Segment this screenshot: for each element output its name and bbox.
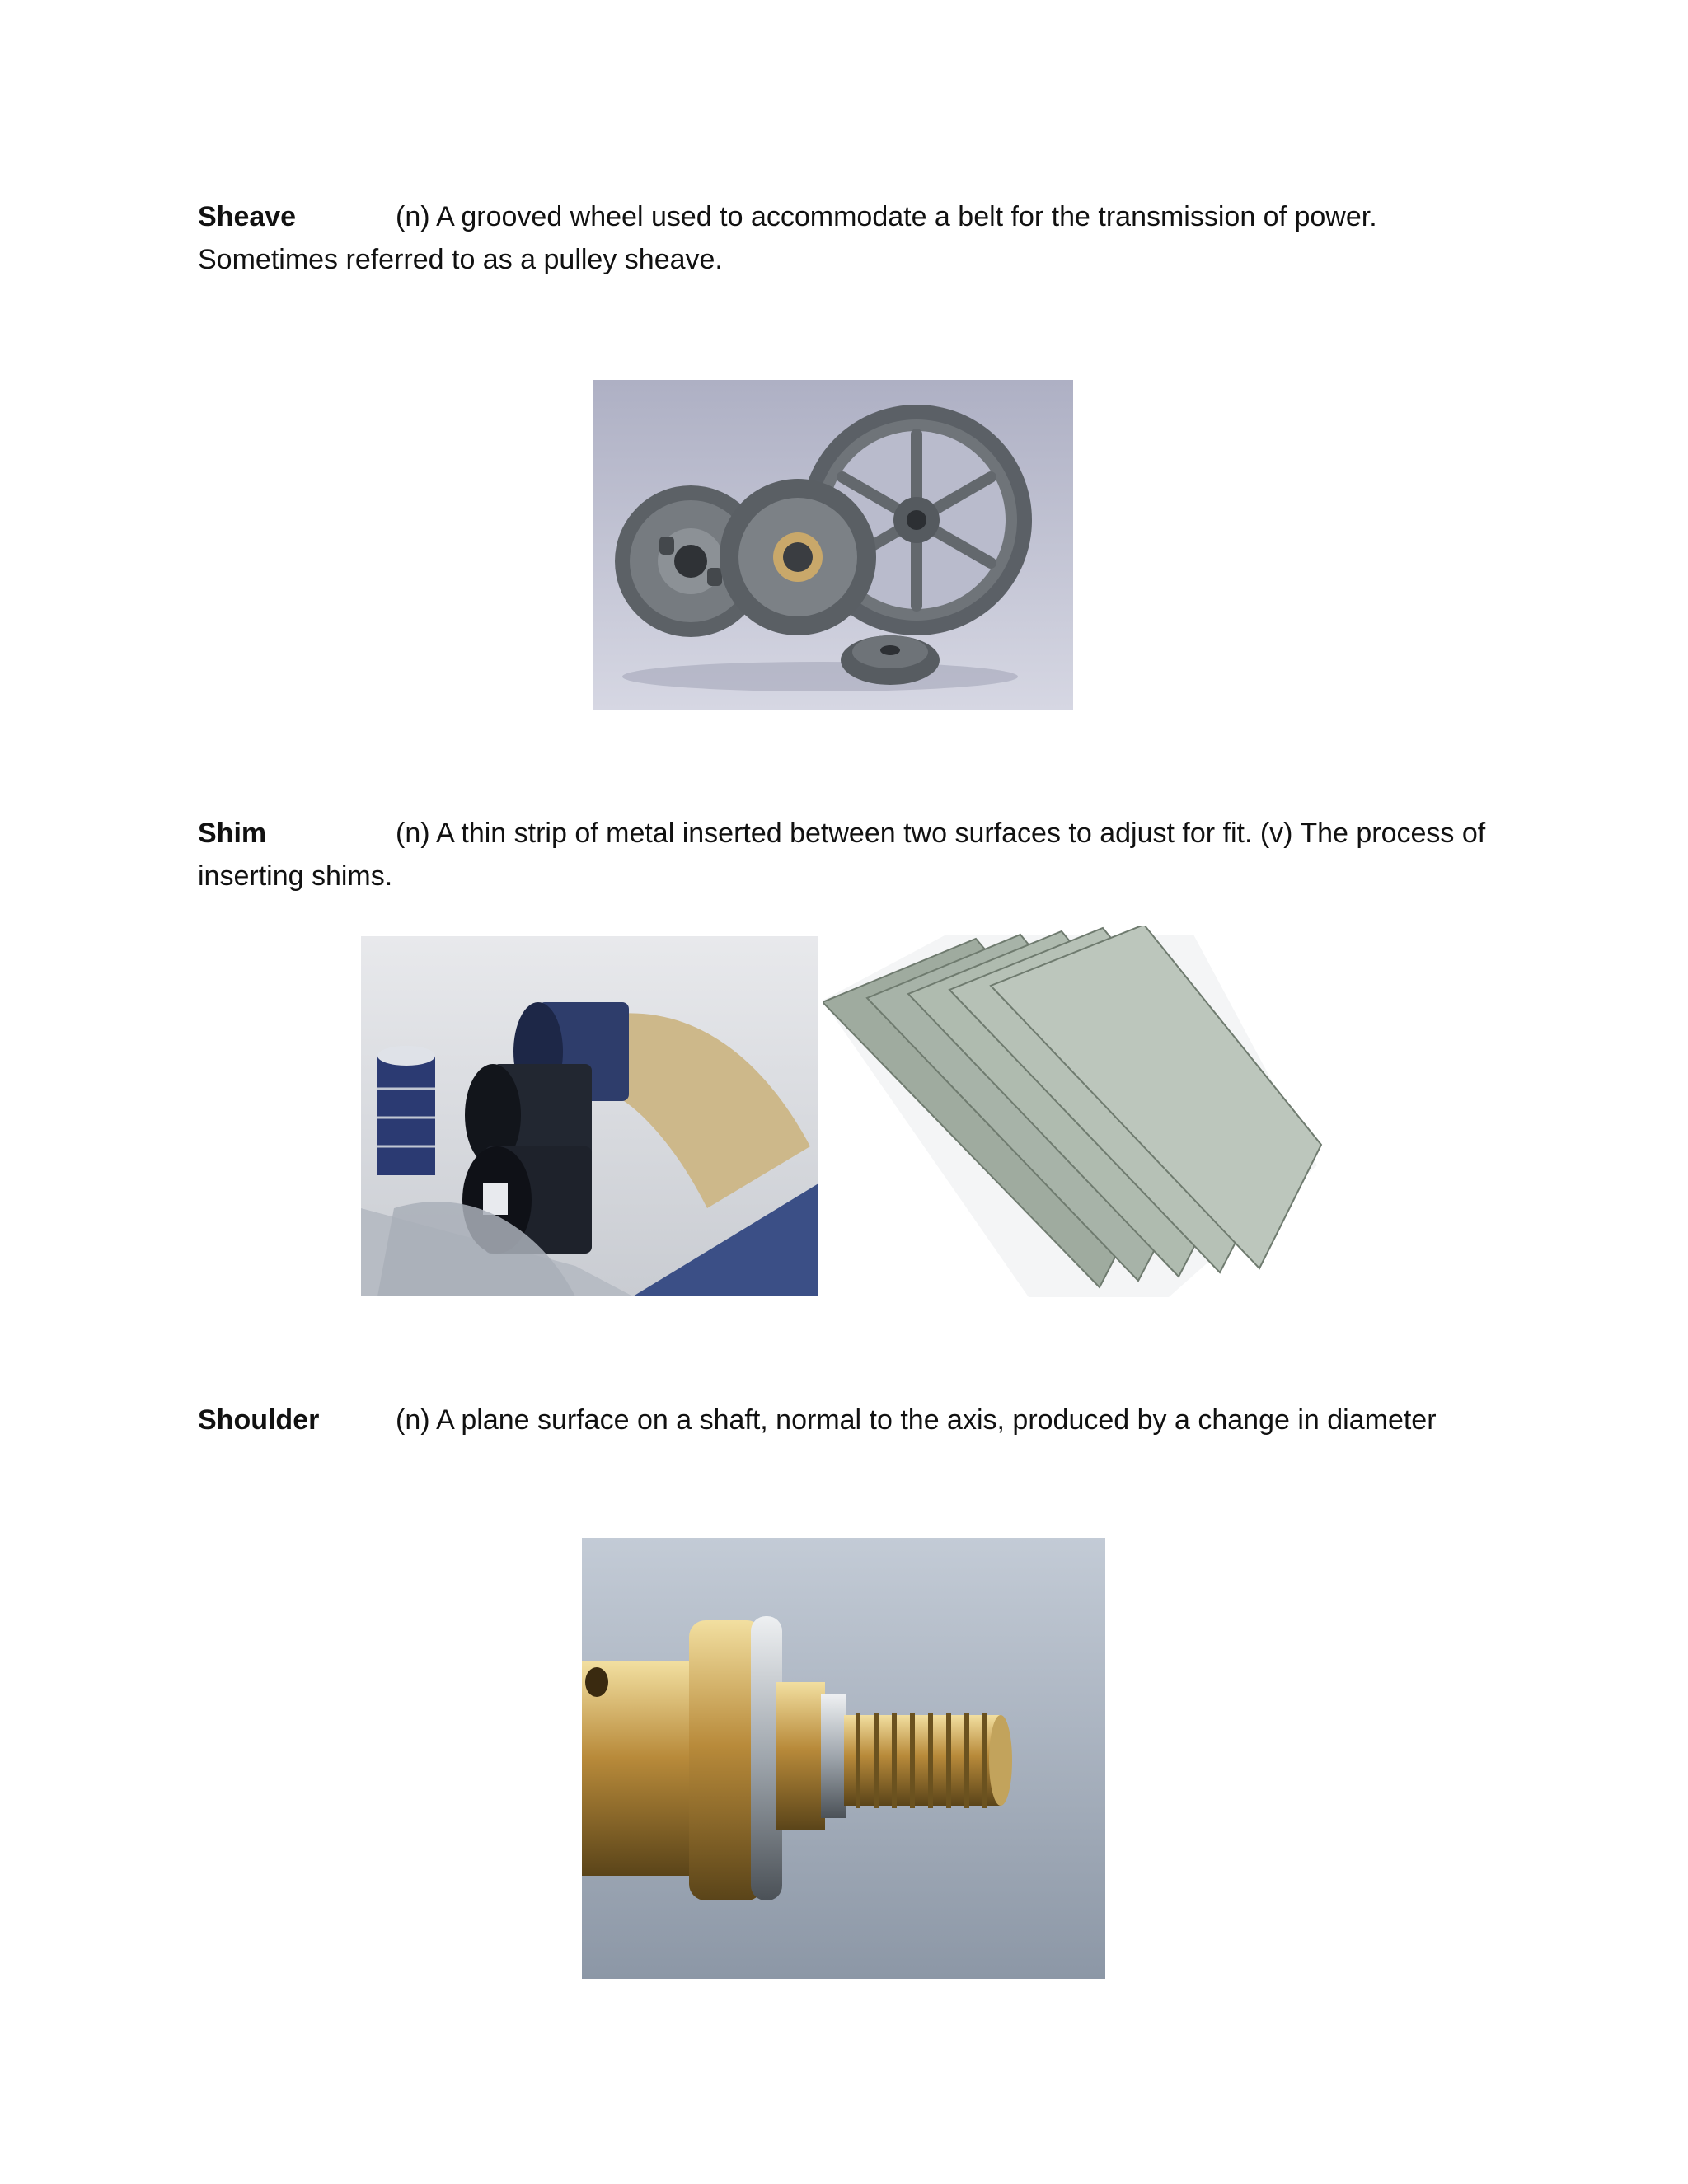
shoulder-photo <box>582 1538 1105 1979</box>
term-shoulder: Shoulder <box>198 1404 320 1436</box>
definition-shim: (n) A thin strip of metal inserted between two surfaces to adjust for fit. (v) The process of inserting shims. <box>198 818 1486 892</box>
sheave-photo <box>593 380 1073 710</box>
shim-sheets-photo <box>823 926 1324 1305</box>
entry-sheave <box>198 195 1492 281</box>
definition-sheave: (n) A grooved wheel used to accommodate a belt for the transmission of power. Sometimes referred to as a pulley sheave. <box>198 201 1377 275</box>
definition-shoulder: (n) A plane surface on a shaft, normal to the axis, produced by a change in diameter <box>396 1404 1437 1436</box>
term-sheave: Sheave <box>198 201 297 232</box>
shim-rolls-photo <box>361 936 818 1296</box>
entry-shoulder <box>198 1399 1492 1441</box>
entry-shim <box>198 812 1492 898</box>
term-shim: Shim <box>198 818 267 849</box>
